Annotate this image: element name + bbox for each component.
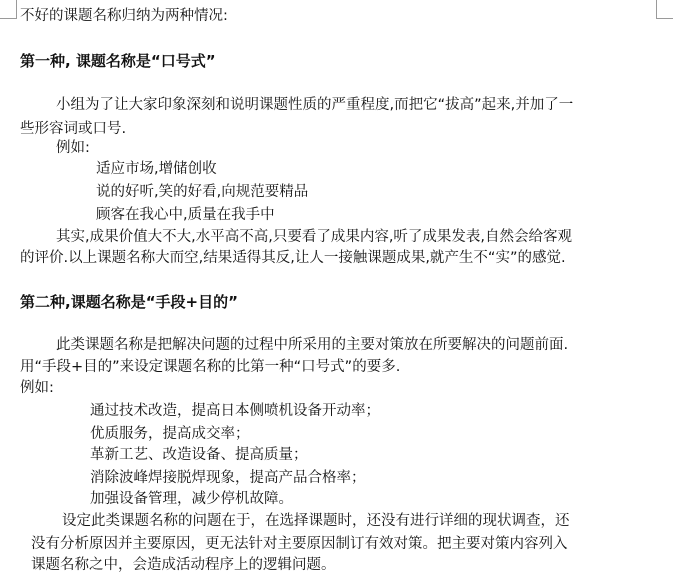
- section1-paragraph2-line: 其实,成果价值大不大,水平高不高,只要看了成果内容,听了成果发表,自然会给客观: [56, 229, 573, 245]
- page-corner-mark-left: [0, 0, 17, 19]
- section2-heading: 第二种,课题名称是“手段+目的”: [20, 293, 238, 311]
- page-corner-mark-right: [656, 0, 673, 19]
- section1-paragraph1-line: 些形容词或口号.: [20, 121, 127, 137]
- section1-paragraph2-line: 的评价.以上课题名称大而空,结果适得其反,让人一接触课题成果,就产生不“实”的感觉.: [20, 250, 566, 266]
- section1-heading: 第一种, 课题名称是“口号式”: [20, 52, 216, 70]
- section1-paragraph1-line: 小组为了让大家印象深刻和说明课题性质的严重程度,而把它“拔高”起来,并加了一: [56, 97, 574, 113]
- section2-paragraph2-line: 设定此类课题名称的问题在于，在选择课题时，还没有进行详细的现状调查，还: [62, 513, 570, 529]
- section1-example-label: 例如:: [56, 140, 90, 156]
- intro-text: 不好的课题名称归纳为两种情况:: [20, 8, 228, 24]
- section2-paragraph2-line: 没有分析原因并主要原因，更无法针对主要原因制订有效对策。把主要对策内容列入: [31, 536, 568, 552]
- section2-paragraph1-line: 用“手段+目的”来设定课题名称的比第一种“口号式”的要多.: [20, 359, 401, 375]
- section2-example-item: 消除波峰焊接脱焊现象，提高产品合格率；: [90, 470, 366, 486]
- section2-example-item: 通过技术改造，提高日本侧喷机设备开动率；: [90, 403, 380, 419]
- section2-example-item: 优质服务，提高成交率；: [90, 426, 250, 442]
- section2-paragraph1-line: 此类课题名称是把解决问题的过程中所采用的主要对策放在所要解决的问题前面.: [56, 337, 569, 353]
- section2-paragraph2-line: 课题名称之中，会造成活动程序上的逻辑问题。: [31, 557, 336, 573]
- section1-example-item: 顾客在我心中,质量在我手中: [96, 207, 275, 223]
- section2-example-item: 革新工艺、改造设备、提高质量；: [90, 447, 308, 463]
- section2-example-item: 加强设备管理，减少停机故障。: [90, 491, 293, 507]
- section1-example-item: 适应市场,增储创收: [96, 161, 217, 177]
- section2-example-label: 例如:: [20, 380, 54, 396]
- section1-example-item: 说的好听,笑的好看,向规范要精品: [96, 184, 309, 200]
